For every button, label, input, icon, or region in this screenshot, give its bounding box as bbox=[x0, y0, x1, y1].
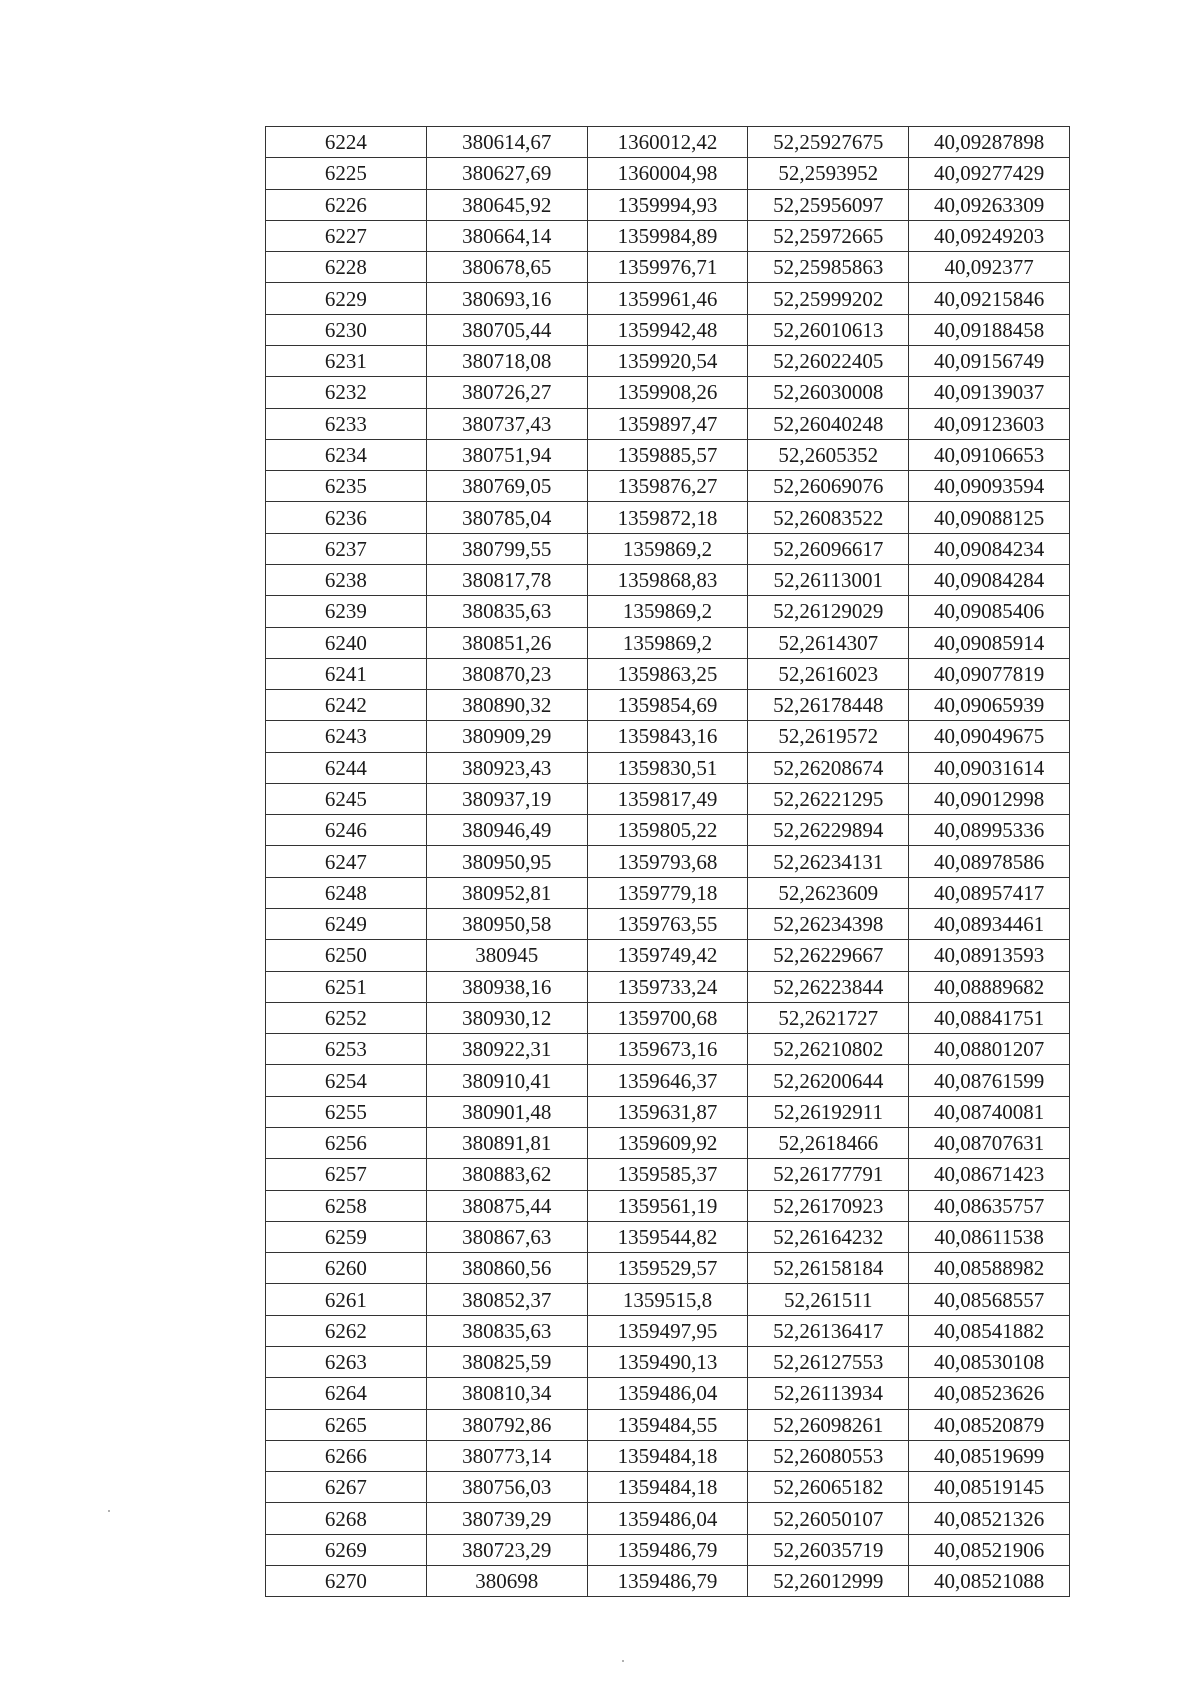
longitude-cell: 40,08934461 bbox=[909, 909, 1070, 940]
latitude-cell: 52,26208674 bbox=[748, 752, 909, 783]
coord-x-cell: 380726,27 bbox=[426, 377, 587, 408]
point-number-cell: 6246 bbox=[266, 815, 427, 846]
coord-x-cell: 380737,43 bbox=[426, 408, 587, 439]
table-row bbox=[266, 1315, 1070, 1346]
coord-y-cell: 1359515,8 bbox=[587, 1284, 748, 1315]
coord-x-cell: 380835,63 bbox=[426, 1315, 587, 1346]
coord-x-cell: 380851,26 bbox=[426, 627, 587, 658]
coord-y-cell: 1359631,87 bbox=[587, 1096, 748, 1127]
coord-x-cell: 380835,63 bbox=[426, 596, 587, 627]
coordinates-table bbox=[265, 126, 1070, 1597]
longitude-cell: 40,09031614 bbox=[909, 752, 1070, 783]
table-row bbox=[266, 627, 1070, 658]
latitude-cell: 52,26098261 bbox=[748, 1409, 909, 1440]
point-number-cell: 6243 bbox=[266, 721, 427, 752]
coord-y-cell: 1359876,27 bbox=[587, 471, 748, 502]
longitude-cell: 40,08541882 bbox=[909, 1315, 1070, 1346]
coord-y-cell: 1359942,48 bbox=[587, 314, 748, 345]
point-number-cell: 6268 bbox=[266, 1503, 427, 1534]
coord-y-cell: 1359830,51 bbox=[587, 752, 748, 783]
point-number-cell: 6237 bbox=[266, 533, 427, 564]
coord-x-cell: 380718,08 bbox=[426, 345, 587, 376]
longitude-cell: 40,09065939 bbox=[909, 690, 1070, 721]
longitude-cell: 40,09287898 bbox=[909, 127, 1070, 158]
longitude-cell: 40,08978586 bbox=[909, 846, 1070, 877]
coord-y-cell: 1359585,37 bbox=[587, 1159, 748, 1190]
latitude-cell: 52,26012999 bbox=[748, 1565, 909, 1596]
coord-x-cell: 380723,29 bbox=[426, 1534, 587, 1565]
point-number-cell: 6235 bbox=[266, 471, 427, 502]
coord-y-cell: 1359779,18 bbox=[587, 877, 748, 908]
longitude-cell: 40,08521326 bbox=[909, 1503, 1070, 1534]
longitude-cell: 40,09188458 bbox=[909, 314, 1070, 345]
table-row bbox=[266, 752, 1070, 783]
coord-y-cell: 1359486,04 bbox=[587, 1503, 748, 1534]
latitude-cell: 52,26136417 bbox=[748, 1315, 909, 1346]
latitude-cell: 52,26229667 bbox=[748, 940, 909, 971]
point-number-cell: 6233 bbox=[266, 408, 427, 439]
coord-x-cell: 380825,59 bbox=[426, 1346, 587, 1377]
point-number-cell: 6267 bbox=[266, 1472, 427, 1503]
table-row bbox=[266, 1346, 1070, 1377]
longitude-cell: 40,09077819 bbox=[909, 658, 1070, 689]
latitude-cell: 52,26170923 bbox=[748, 1190, 909, 1221]
coord-y-cell: 1360004,98 bbox=[587, 158, 748, 189]
point-number-cell: 6264 bbox=[266, 1378, 427, 1409]
point-number-cell: 6257 bbox=[266, 1159, 427, 1190]
coord-y-cell: 1359646,37 bbox=[587, 1065, 748, 1096]
latitude-cell: 52,26030008 bbox=[748, 377, 909, 408]
latitude-cell: 52,26050107 bbox=[748, 1503, 909, 1534]
point-number-cell: 6253 bbox=[266, 1034, 427, 1065]
latitude-cell: 52,26210802 bbox=[748, 1034, 909, 1065]
latitude-cell: 52,26164232 bbox=[748, 1221, 909, 1252]
longitude-cell: 40,08521906 bbox=[909, 1534, 1070, 1565]
table-row bbox=[266, 283, 1070, 314]
latitude-cell: 52,26221295 bbox=[748, 783, 909, 814]
point-number-cell: 6252 bbox=[266, 1002, 427, 1033]
point-number-cell: 6258 bbox=[266, 1190, 427, 1221]
longitude-cell: 40,09088125 bbox=[909, 502, 1070, 533]
coord-y-cell: 1359994,93 bbox=[587, 189, 748, 220]
longitude-cell: 40,08740081 bbox=[909, 1096, 1070, 1127]
longitude-cell: 40,08523626 bbox=[909, 1378, 1070, 1409]
latitude-cell: 52,2616023 bbox=[748, 658, 909, 689]
coord-x-cell: 380769,05 bbox=[426, 471, 587, 502]
coord-x-cell: 380883,62 bbox=[426, 1159, 587, 1190]
coord-x-cell: 380860,56 bbox=[426, 1253, 587, 1284]
table-row bbox=[266, 127, 1070, 158]
latitude-cell: 52,25999202 bbox=[748, 283, 909, 314]
longitude-cell: 40,092377 bbox=[909, 252, 1070, 283]
latitude-cell: 52,26177791 bbox=[748, 1159, 909, 1190]
coord-x-cell: 380922,31 bbox=[426, 1034, 587, 1065]
table-row bbox=[266, 1472, 1070, 1503]
table-row bbox=[266, 940, 1070, 971]
point-number-cell: 6239 bbox=[266, 596, 427, 627]
coord-x-cell: 380773,14 bbox=[426, 1440, 587, 1471]
longitude-cell: 40,08671423 bbox=[909, 1159, 1070, 1190]
longitude-cell: 40,08761599 bbox=[909, 1065, 1070, 1096]
table-row bbox=[266, 1159, 1070, 1190]
coord-x-cell: 380810,34 bbox=[426, 1378, 587, 1409]
longitude-cell: 40,08521088 bbox=[909, 1565, 1070, 1596]
table-row bbox=[266, 1190, 1070, 1221]
coord-y-cell: 1359863,25 bbox=[587, 658, 748, 689]
point-number-cell: 6266 bbox=[266, 1440, 427, 1471]
coord-x-cell: 380950,58 bbox=[426, 909, 587, 940]
latitude-cell: 52,26069076 bbox=[748, 471, 909, 502]
point-number-cell: 6262 bbox=[266, 1315, 427, 1346]
longitude-cell: 40,08957417 bbox=[909, 877, 1070, 908]
point-number-cell: 6230 bbox=[266, 314, 427, 345]
longitude-cell: 40,08530108 bbox=[909, 1346, 1070, 1377]
point-number-cell: 6263 bbox=[266, 1346, 427, 1377]
table-row bbox=[266, 909, 1070, 940]
coord-x-cell: 380799,55 bbox=[426, 533, 587, 564]
coord-x-cell: 380614,67 bbox=[426, 127, 587, 158]
longitude-cell: 40,09139037 bbox=[909, 377, 1070, 408]
table-row bbox=[266, 471, 1070, 502]
longitude-cell: 40,09012998 bbox=[909, 783, 1070, 814]
latitude-cell: 52,26035719 bbox=[748, 1534, 909, 1565]
coord-y-cell: 1359976,71 bbox=[587, 252, 748, 283]
longitude-cell: 40,08913593 bbox=[909, 940, 1070, 971]
coord-y-cell: 1359868,83 bbox=[587, 564, 748, 595]
coord-y-cell: 1359486,79 bbox=[587, 1565, 748, 1596]
coord-x-cell: 380645,92 bbox=[426, 189, 587, 220]
coord-x-cell: 380693,16 bbox=[426, 283, 587, 314]
latitude-cell: 52,261511 bbox=[748, 1284, 909, 1315]
latitude-cell: 52,26010613 bbox=[748, 314, 909, 345]
coord-y-cell: 1359484,18 bbox=[587, 1472, 748, 1503]
point-number-cell: 6226 bbox=[266, 189, 427, 220]
point-number-cell: 6256 bbox=[266, 1128, 427, 1159]
latitude-cell: 52,2621727 bbox=[748, 1002, 909, 1033]
coord-y-cell: 1359484,18 bbox=[587, 1440, 748, 1471]
coordinates-table-body bbox=[266, 127, 1070, 1597]
latitude-cell: 52,26113001 bbox=[748, 564, 909, 595]
coord-x-cell: 380785,04 bbox=[426, 502, 587, 533]
point-number-cell: 6227 bbox=[266, 220, 427, 251]
table-row bbox=[266, 252, 1070, 283]
table-row bbox=[266, 314, 1070, 345]
latitude-cell: 52,25956097 bbox=[748, 189, 909, 220]
longitude-cell: 40,08568557 bbox=[909, 1284, 1070, 1315]
latitude-cell: 52,26040248 bbox=[748, 408, 909, 439]
longitude-cell: 40,08841751 bbox=[909, 1002, 1070, 1033]
point-number-cell: 6254 bbox=[266, 1065, 427, 1096]
table-row bbox=[266, 721, 1070, 752]
point-number-cell: 6270 bbox=[266, 1565, 427, 1596]
table-row bbox=[266, 690, 1070, 721]
point-number-cell: 6234 bbox=[266, 439, 427, 470]
coord-x-cell: 380627,69 bbox=[426, 158, 587, 189]
longitude-cell: 40,09085914 bbox=[909, 627, 1070, 658]
longitude-cell: 40,09084234 bbox=[909, 533, 1070, 564]
point-number-cell: 6229 bbox=[266, 283, 427, 314]
coord-y-cell: 1359609,92 bbox=[587, 1128, 748, 1159]
latitude-cell: 52,26234131 bbox=[748, 846, 909, 877]
latitude-cell: 52,26158184 bbox=[748, 1253, 909, 1284]
table-row bbox=[266, 846, 1070, 877]
coord-y-cell: 1359529,57 bbox=[587, 1253, 748, 1284]
coord-x-cell: 380739,29 bbox=[426, 1503, 587, 1534]
point-number-cell: 6231 bbox=[266, 345, 427, 376]
coord-y-cell: 1359673,16 bbox=[587, 1034, 748, 1065]
coord-y-cell: 1359793,68 bbox=[587, 846, 748, 877]
coord-y-cell: 1359486,04 bbox=[587, 1378, 748, 1409]
latitude-cell: 52,26113934 bbox=[748, 1378, 909, 1409]
longitude-cell: 40,08519699 bbox=[909, 1440, 1070, 1471]
table-row bbox=[266, 533, 1070, 564]
table-row bbox=[266, 1409, 1070, 1440]
point-number-cell: 6261 bbox=[266, 1284, 427, 1315]
longitude-cell: 40,08707631 bbox=[909, 1128, 1070, 1159]
coord-y-cell: 1359700,68 bbox=[587, 1002, 748, 1033]
coord-x-cell: 380817,78 bbox=[426, 564, 587, 595]
coord-x-cell: 380792,86 bbox=[426, 1409, 587, 1440]
longitude-cell: 40,09093594 bbox=[909, 471, 1070, 502]
coord-y-cell: 1359885,57 bbox=[587, 439, 748, 470]
point-number-cell: 6269 bbox=[266, 1534, 427, 1565]
coord-x-cell: 380937,19 bbox=[426, 783, 587, 814]
latitude-cell: 52,2618466 bbox=[748, 1128, 909, 1159]
point-number-cell: 6236 bbox=[266, 502, 427, 533]
table-row bbox=[266, 1002, 1070, 1033]
coord-y-cell: 1359490,13 bbox=[587, 1346, 748, 1377]
longitude-cell: 40,09085406 bbox=[909, 596, 1070, 627]
point-number-cell: 6228 bbox=[266, 252, 427, 283]
longitude-cell: 40,08611538 bbox=[909, 1221, 1070, 1252]
table-row bbox=[266, 377, 1070, 408]
coord-x-cell: 380678,65 bbox=[426, 252, 587, 283]
table-row bbox=[266, 1096, 1070, 1127]
coord-x-cell: 380909,29 bbox=[426, 721, 587, 752]
latitude-cell: 52,25972665 bbox=[748, 220, 909, 251]
table-row bbox=[266, 1503, 1070, 1534]
table-row bbox=[266, 1284, 1070, 1315]
latitude-cell: 52,2614307 bbox=[748, 627, 909, 658]
longitude-cell: 40,09263309 bbox=[909, 189, 1070, 220]
coord-y-cell: 1359817,49 bbox=[587, 783, 748, 814]
coord-y-cell: 1359908,26 bbox=[587, 377, 748, 408]
table-row bbox=[266, 1221, 1070, 1252]
coord-y-cell: 1359763,55 bbox=[587, 909, 748, 940]
point-number-cell: 6250 bbox=[266, 940, 427, 971]
longitude-cell: 40,08635757 bbox=[909, 1190, 1070, 1221]
table-row bbox=[266, 1534, 1070, 1565]
longitude-cell: 40,08520879 bbox=[909, 1409, 1070, 1440]
coord-x-cell: 380698 bbox=[426, 1565, 587, 1596]
table-row bbox=[266, 564, 1070, 595]
coord-x-cell: 380756,03 bbox=[426, 1472, 587, 1503]
point-number-cell: 6240 bbox=[266, 627, 427, 658]
coord-x-cell: 380890,32 bbox=[426, 690, 587, 721]
latitude-cell: 52,26127553 bbox=[748, 1346, 909, 1377]
point-number-cell: 6224 bbox=[266, 127, 427, 158]
latitude-cell: 52,25927675 bbox=[748, 127, 909, 158]
point-number-cell: 6247 bbox=[266, 846, 427, 877]
coord-y-cell: 1359961,46 bbox=[587, 283, 748, 314]
coord-y-cell: 1359749,42 bbox=[587, 940, 748, 971]
point-number-cell: 6248 bbox=[266, 877, 427, 908]
table-row bbox=[266, 971, 1070, 1002]
longitude-cell: 40,09084284 bbox=[909, 564, 1070, 595]
coord-y-cell: 1359733,24 bbox=[587, 971, 748, 1002]
latitude-cell: 52,26234398 bbox=[748, 909, 909, 940]
longitude-cell: 40,08588982 bbox=[909, 1253, 1070, 1284]
latitude-cell: 52,26178448 bbox=[748, 690, 909, 721]
latitude-cell: 52,26022405 bbox=[748, 345, 909, 376]
coord-x-cell: 380901,48 bbox=[426, 1096, 587, 1127]
coord-x-cell: 380952,81 bbox=[426, 877, 587, 908]
table-row bbox=[266, 1440, 1070, 1471]
latitude-cell: 52,26129029 bbox=[748, 596, 909, 627]
longitude-cell: 40,08995336 bbox=[909, 815, 1070, 846]
coord-y-cell: 1359872,18 bbox=[587, 502, 748, 533]
table-row bbox=[266, 1253, 1070, 1284]
coord-y-cell: 1359897,47 bbox=[587, 408, 748, 439]
longitude-cell: 40,09277429 bbox=[909, 158, 1070, 189]
coord-x-cell: 380870,23 bbox=[426, 658, 587, 689]
latitude-cell: 52,26096617 bbox=[748, 533, 909, 564]
point-number-cell: 6242 bbox=[266, 690, 427, 721]
coord-x-cell: 380867,63 bbox=[426, 1221, 587, 1252]
longitude-cell: 40,09249203 bbox=[909, 220, 1070, 251]
coord-y-cell: 1359805,22 bbox=[587, 815, 748, 846]
latitude-cell: 52,25985863 bbox=[748, 252, 909, 283]
coord-y-cell: 1359544,82 bbox=[587, 1221, 748, 1252]
table-row bbox=[266, 1065, 1070, 1096]
latitude-cell: 52,26080553 bbox=[748, 1440, 909, 1471]
point-number-cell: 6249 bbox=[266, 909, 427, 940]
coord-y-cell: 1359561,19 bbox=[587, 1190, 748, 1221]
coord-y-cell: 1359486,79 bbox=[587, 1534, 748, 1565]
table-row bbox=[266, 158, 1070, 189]
coord-x-cell: 380664,14 bbox=[426, 220, 587, 251]
coord-y-cell: 1359869,2 bbox=[587, 627, 748, 658]
table-row bbox=[266, 596, 1070, 627]
latitude-cell: 52,2605352 bbox=[748, 439, 909, 470]
point-number-cell: 6225 bbox=[266, 158, 427, 189]
table-row bbox=[266, 1378, 1070, 1409]
point-number-cell: 6255 bbox=[266, 1096, 427, 1127]
coord-x-cell: 380852,37 bbox=[426, 1284, 587, 1315]
longitude-cell: 40,08801207 bbox=[909, 1034, 1070, 1065]
coord-y-cell: 1359920,54 bbox=[587, 345, 748, 376]
scan-speck bbox=[108, 1510, 110, 1512]
latitude-cell: 52,2623609 bbox=[748, 877, 909, 908]
latitude-cell: 52,26083522 bbox=[748, 502, 909, 533]
latitude-cell: 52,26192911 bbox=[748, 1096, 909, 1127]
coord-x-cell: 380923,43 bbox=[426, 752, 587, 783]
table-row bbox=[266, 1565, 1070, 1596]
table-row bbox=[266, 877, 1070, 908]
table-row bbox=[266, 815, 1070, 846]
coord-y-cell: 1359484,55 bbox=[587, 1409, 748, 1440]
table-row bbox=[266, 189, 1070, 220]
latitude-cell: 52,26065182 bbox=[748, 1472, 909, 1503]
longitude-cell: 40,09215846 bbox=[909, 283, 1070, 314]
coord-y-cell: 1360012,42 bbox=[587, 127, 748, 158]
point-number-cell: 6245 bbox=[266, 783, 427, 814]
coord-y-cell: 1359869,2 bbox=[587, 596, 748, 627]
latitude-cell: 52,2593952 bbox=[748, 158, 909, 189]
coord-y-cell: 1359843,16 bbox=[587, 721, 748, 752]
coord-y-cell: 1359984,89 bbox=[587, 220, 748, 251]
coord-x-cell: 380751,94 bbox=[426, 439, 587, 470]
longitude-cell: 40,09049675 bbox=[909, 721, 1070, 752]
point-number-cell: 6241 bbox=[266, 658, 427, 689]
point-number-cell: 6251 bbox=[266, 971, 427, 1002]
point-number-cell: 6244 bbox=[266, 752, 427, 783]
coord-x-cell: 380910,41 bbox=[426, 1065, 587, 1096]
table-row bbox=[266, 658, 1070, 689]
table-row bbox=[266, 783, 1070, 814]
table-row bbox=[266, 439, 1070, 470]
latitude-cell: 52,26229894 bbox=[748, 815, 909, 846]
coord-x-cell: 380875,44 bbox=[426, 1190, 587, 1221]
coord-x-cell: 380938,16 bbox=[426, 971, 587, 1002]
coord-x-cell: 380945 bbox=[426, 940, 587, 971]
point-number-cell: 6265 bbox=[266, 1409, 427, 1440]
longitude-cell: 40,09106653 bbox=[909, 439, 1070, 470]
table-row bbox=[266, 1128, 1070, 1159]
longitude-cell: 40,09156749 bbox=[909, 345, 1070, 376]
coord-y-cell: 1359497,95 bbox=[587, 1315, 748, 1346]
table-row bbox=[266, 408, 1070, 439]
latitude-cell: 52,26223844 bbox=[748, 971, 909, 1002]
point-number-cell: 6260 bbox=[266, 1253, 427, 1284]
coord-x-cell: 380705,44 bbox=[426, 314, 587, 345]
longitude-cell: 40,08519145 bbox=[909, 1472, 1070, 1503]
longitude-cell: 40,09123603 bbox=[909, 408, 1070, 439]
coord-x-cell: 380950,95 bbox=[426, 846, 587, 877]
scan-speck bbox=[622, 1660, 624, 1662]
point-number-cell: 6232 bbox=[266, 377, 427, 408]
longitude-cell: 40,08889682 bbox=[909, 971, 1070, 1002]
point-number-cell: 6238 bbox=[266, 564, 427, 595]
table-row bbox=[266, 502, 1070, 533]
table-row bbox=[266, 220, 1070, 251]
point-number-cell: 6259 bbox=[266, 1221, 427, 1252]
latitude-cell: 52,2619572 bbox=[748, 721, 909, 752]
coord-y-cell: 1359854,69 bbox=[587, 690, 748, 721]
table-row bbox=[266, 1034, 1070, 1065]
coord-x-cell: 380946,49 bbox=[426, 815, 587, 846]
coord-x-cell: 380930,12 bbox=[426, 1002, 587, 1033]
latitude-cell: 52,26200644 bbox=[748, 1065, 909, 1096]
table-row bbox=[266, 345, 1070, 376]
coord-y-cell: 1359869,2 bbox=[587, 533, 748, 564]
coord-x-cell: 380891,81 bbox=[426, 1128, 587, 1159]
